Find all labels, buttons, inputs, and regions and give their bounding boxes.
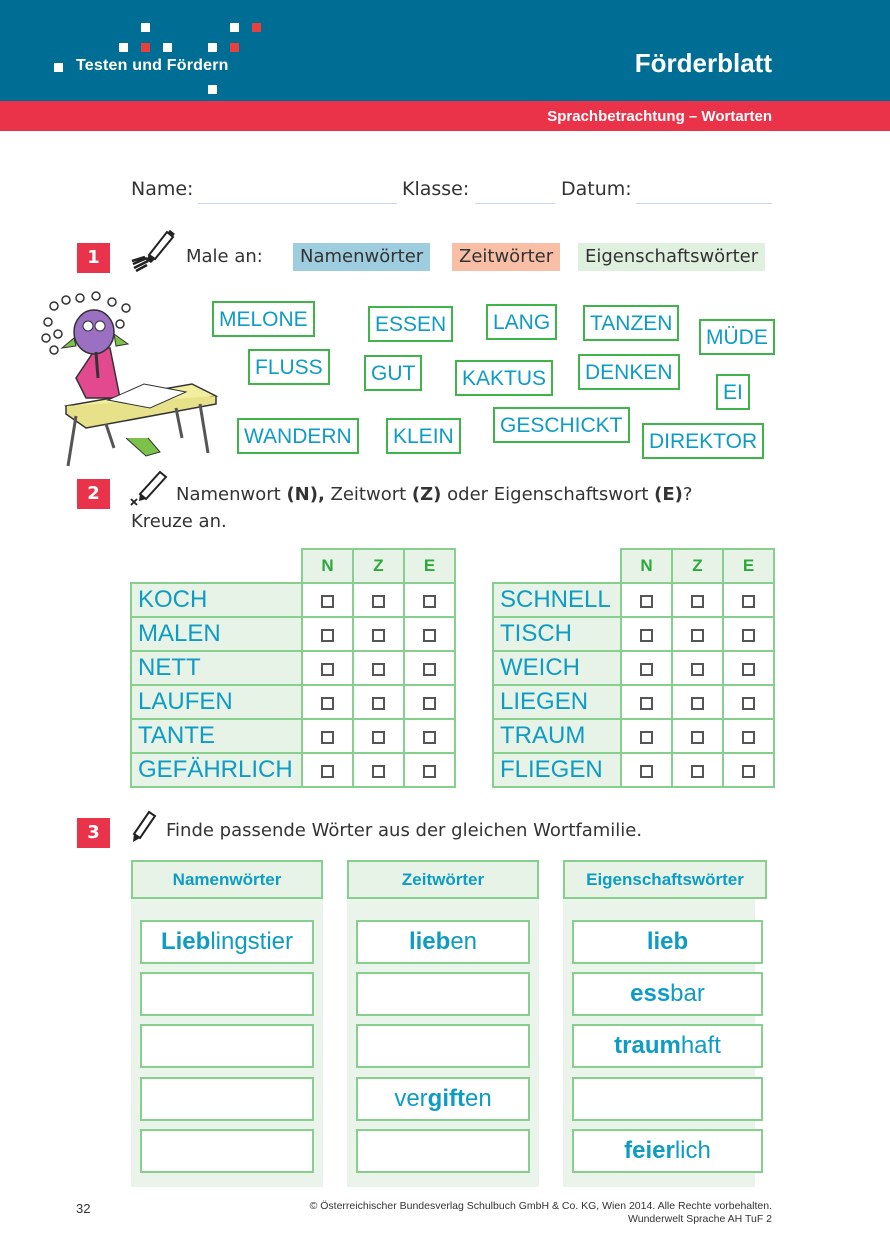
table-row (493, 651, 774, 685)
answer-box[interactable] (140, 1077, 314, 1121)
name-label: Name: (131, 178, 194, 200)
row-word: SCHNELL (493, 583, 621, 617)
checkbox-e[interactable] (742, 595, 755, 608)
answer-box[interactable] (572, 1077, 763, 1121)
pencil-cross-icon (130, 470, 170, 508)
table-row (131, 719, 455, 753)
answer-box[interactable] (140, 1024, 314, 1068)
table-row (131, 583, 455, 617)
row-word: KOCH (131, 583, 302, 617)
task3-instruction: Finde passende Wörter aus der gleichen Wortfamilie. (166, 820, 643, 841)
checkbox-e[interactable] (423, 595, 436, 608)
checkbox-e[interactable] (742, 629, 755, 642)
logo-square-red-icon (141, 43, 150, 52)
checkbox-n[interactable] (321, 765, 334, 778)
checkbox-n[interactable] (321, 731, 334, 744)
prompt-bold: (Z) (411, 484, 442, 505)
checkbox-n[interactable] (640, 663, 653, 676)
page-number: 32 (76, 1201, 91, 1216)
checkbox-n[interactable] (640, 595, 653, 608)
answer-box[interactable] (572, 1024, 763, 1068)
classification-table-left (130, 548, 456, 788)
logo-square-red-icon (252, 23, 261, 32)
answer-box[interactable] (140, 1129, 314, 1173)
word-card[interactable]: TANZEN (583, 305, 679, 341)
row-word: NETT (131, 651, 302, 685)
prompt-bold: (E) (654, 484, 683, 505)
answer-suffix: lingstier (210, 928, 294, 955)
word-card[interactable]: KLEIN (386, 418, 461, 454)
answer-box[interactable] (356, 972, 530, 1016)
word-card[interactable]: DIREKTOR (642, 423, 764, 459)
checkbox-e[interactable] (423, 663, 436, 676)
checkbox-z[interactable] (372, 765, 385, 778)
chip-zeitwoerter: Zeitwörter (452, 243, 560, 271)
chip-eigenschaftswoerter: Eigenschaftswörter (578, 243, 765, 271)
checkbox-z[interactable] (691, 629, 704, 642)
table-row (493, 753, 774, 787)
checkbox-n[interactable] (640, 731, 653, 744)
column-header-eigenschaftswoerter: Eigenschaftswörter (563, 860, 767, 899)
row-word: TISCH (493, 617, 621, 651)
checkbox-z[interactable] (691, 765, 704, 778)
checkbox-e[interactable] (742, 697, 755, 710)
row-word: LAUFEN (131, 685, 302, 719)
row-word: FLIEGEN (493, 753, 621, 787)
column-header-namenwoerter: Namenwörter (131, 860, 323, 899)
name-field[interactable] (198, 203, 397, 204)
word-card[interactable]: EI (716, 374, 750, 410)
table-row (493, 719, 774, 753)
column-header-n: N (621, 549, 672, 583)
class-field[interactable] (475, 203, 555, 204)
column-header-n: N (302, 549, 353, 583)
logo-square-icon (208, 85, 217, 94)
answer-box[interactable] (356, 1077, 530, 1121)
checkbox-z[interactable] (691, 731, 704, 744)
table-row (131, 753, 455, 787)
copyright-text: © Österreichischer Bundesverlag Schulbuch GmbH & Co. KG, Wien 2014. Alle Rechte vorbehalten. (309, 1200, 772, 1212)
girl-at-desk-illustration (36, 288, 222, 473)
checkbox-z[interactable] (691, 663, 704, 676)
row-word: LIEGEN (493, 685, 621, 719)
checkbox-z[interactable] (372, 629, 385, 642)
answer-box[interactable] (572, 920, 763, 964)
page-title: Förderblatt (634, 48, 772, 78)
prompt-text: Zeitwort (324, 484, 412, 505)
answer-suffix: en (450, 928, 478, 955)
checkbox-e[interactable] (423, 629, 436, 642)
checkbox-n[interactable] (640, 629, 653, 642)
logo-square-icon (119, 43, 128, 52)
pencil-icon (131, 810, 157, 844)
answer-box[interactable] (356, 1129, 530, 1173)
prompt-text: oder Eigenschaftswort (441, 484, 655, 505)
answer-root: lieb (646, 928, 689, 955)
checkbox-z[interactable] (372, 731, 385, 744)
task-number-1: 1 (77, 243, 110, 273)
date-field[interactable] (636, 203, 772, 204)
logo-square-red-icon (230, 43, 239, 52)
row-word: GEFÄHRLICH (131, 753, 302, 787)
answer-suffix: bar (670, 980, 705, 1007)
logo-square-icon (141, 23, 150, 32)
answer-box[interactable] (572, 972, 763, 1016)
checkbox-z[interactable] (372, 595, 385, 608)
row-word: WEICH (493, 651, 621, 685)
checkbox-n[interactable] (321, 663, 334, 676)
table-row (493, 583, 774, 617)
marker-icon (131, 228, 177, 272)
logo-square-icon (54, 63, 63, 72)
answer-root: lieb (408, 928, 451, 955)
book-title: Wunderwelt Sprache AH TuF 2 (628, 1213, 772, 1225)
table-row (493, 617, 774, 651)
checkbox-e[interactable] (423, 697, 436, 710)
task-number-2: 2 (77, 479, 110, 509)
task2-instruction (176, 484, 692, 505)
checkbox-e[interactable] (742, 663, 755, 676)
word-card[interactable]: FLUSS (248, 349, 330, 385)
column-header-e: E (723, 549, 774, 583)
checkbox-n[interactable] (321, 697, 334, 710)
checkbox-e[interactable] (423, 731, 436, 744)
logo-square-icon (230, 23, 239, 32)
column-header-z: Z (672, 549, 723, 583)
logo-text: Testen und Fördern (76, 57, 229, 74)
answer-root: traum (614, 1032, 681, 1059)
column-header-e: E (404, 549, 455, 583)
word-card[interactable]: DENKEN (578, 354, 680, 390)
answer-box[interactable] (356, 920, 530, 964)
table-row (493, 685, 774, 719)
checkbox-e[interactable] (742, 731, 755, 744)
table-row (131, 617, 455, 651)
answer-box[interactable] (572, 1129, 763, 1173)
checkbox-n[interactable] (321, 629, 334, 642)
word-card[interactable]: MELONE (212, 301, 315, 337)
prompt-bold: (N), (286, 484, 325, 505)
row-word: MALEN (131, 617, 302, 651)
row-word: TRAUM (493, 719, 621, 753)
word-card[interactable]: GESCHICKT (493, 407, 630, 443)
date-label: Datum: (561, 178, 632, 200)
class-label: Klasse: (402, 178, 470, 200)
word-card[interactable]: GUT (364, 355, 422, 391)
row-word: TANTE (131, 719, 302, 753)
word-card[interactable]: KAKTUS (455, 360, 553, 396)
checkbox-z[interactable] (691, 697, 704, 710)
answer-box[interactable] (140, 972, 314, 1016)
logo-square-icon (163, 43, 172, 52)
answer-suffix: en (464, 1085, 492, 1112)
prompt-text: Namenwort (176, 484, 287, 505)
chip-namenwoerter: Namenwörter (293, 243, 430, 271)
table-row (131, 685, 455, 719)
task1-instruction: Male an: (186, 246, 263, 267)
checkbox-n[interactable] (640, 697, 653, 710)
answer-root: feier (624, 1137, 675, 1164)
word-card[interactable]: LANG (486, 304, 557, 340)
checkbox-n[interactable] (640, 765, 653, 778)
copyright-notice (310, 1200, 772, 1226)
answer-suffix: lich (674, 1137, 711, 1164)
column-header-z: Z (353, 549, 404, 583)
task2-instruction-line2: Kreuze an. (131, 511, 227, 532)
word-card[interactable]: WANDERN (237, 418, 359, 454)
page-subtitle: Sprachbetrachtung – Wortarten (547, 108, 772, 125)
prompt-text: ? (682, 484, 693, 505)
checkbox-n[interactable] (321, 595, 334, 608)
checkbox-z[interactable] (691, 595, 704, 608)
answer-root: ess (630, 980, 671, 1007)
answer-root: gift (427, 1085, 465, 1112)
checkbox-z[interactable] (372, 663, 385, 676)
checkbox-e[interactable] (742, 765, 755, 778)
table-row (131, 651, 455, 685)
column-header-zeitwoerter: Zeitwörter (347, 860, 539, 899)
answer-box[interactable] (356, 1024, 530, 1068)
logo-square-icon (208, 43, 217, 52)
task-number-3: 3 (77, 818, 110, 848)
checkbox-e[interactable] (423, 765, 436, 778)
answer-box[interactable] (140, 920, 314, 964)
word-card[interactable]: ESSEN (368, 306, 453, 342)
word-card[interactable]: MÜDE (699, 319, 775, 355)
answer-suffix: haft (680, 1032, 721, 1059)
checkbox-z[interactable] (372, 697, 385, 710)
classification-table-right (492, 548, 775, 788)
answer-prefix: ver (394, 1085, 428, 1112)
answer-root: Lieb (160, 928, 211, 955)
